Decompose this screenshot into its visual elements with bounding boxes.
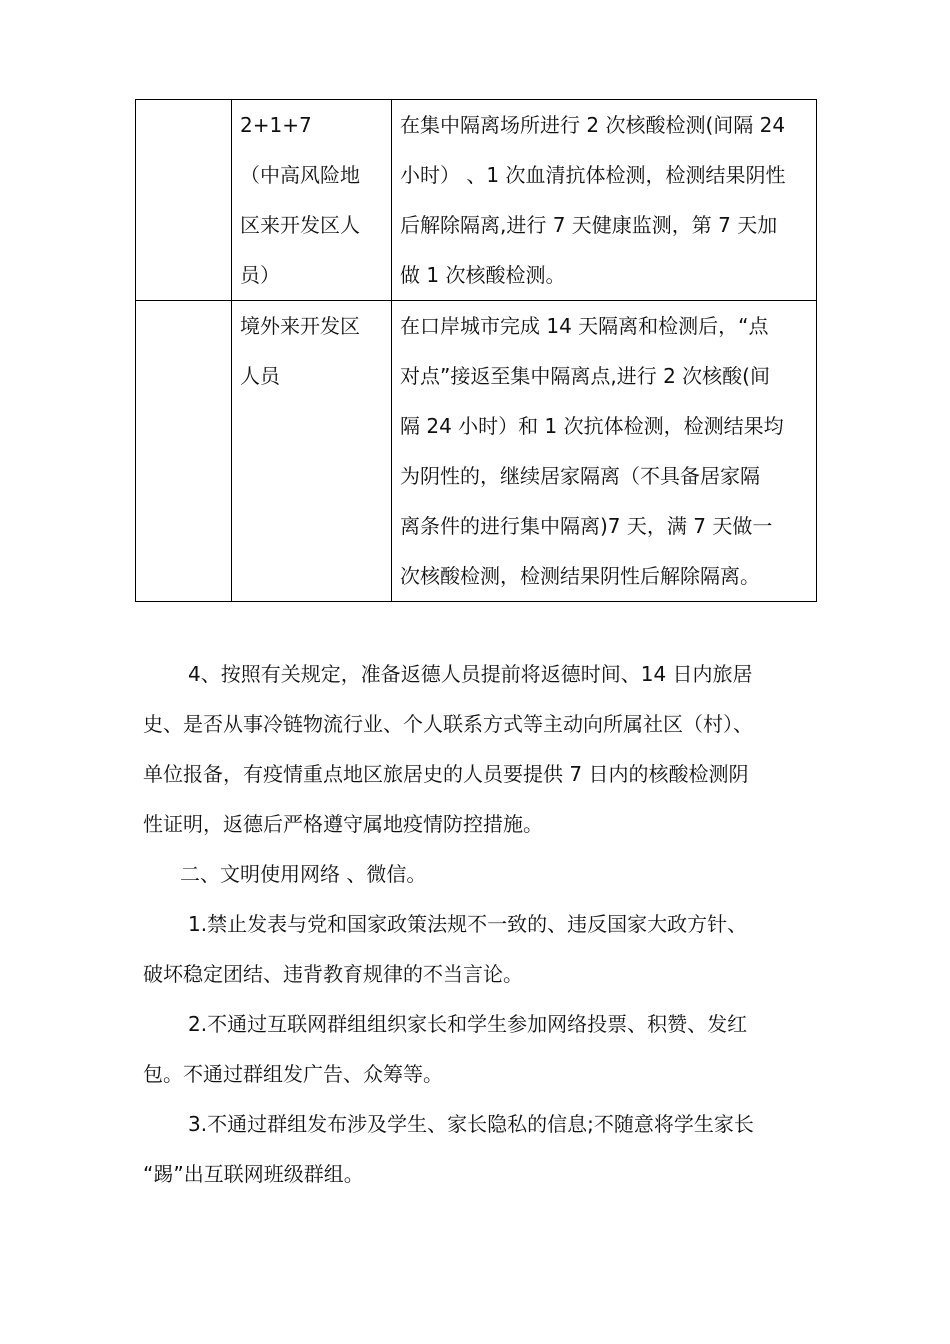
- cell-text-line: 对点”接返至集中隔离点,进行 2 次核酸(间: [400, 364, 770, 388]
- paragraph-line: 单位报备，有疫情重点地区旅居史的人员要提供 7 日内的核酸检测阴: [143, 762, 749, 786]
- cell-text-line: 小时） 、1 次血清抗体检测，检测结果阴性: [400, 163, 786, 187]
- table-cell-empty: [136, 100, 232, 301]
- table-cell-measures: [392, 100, 817, 301]
- heading-text: 二、文明使用网络 、微信。: [180, 862, 427, 886]
- cell-text-line: 做 1 次核酸检测。: [400, 263, 566, 287]
- table-cell-category: [232, 301, 392, 602]
- paragraph-line: 3.不通过群组发布涉及学生、家长隐私的信息;不随意将学生家长: [188, 1112, 754, 1136]
- cell-text-line: 次核酸检测，检测结果阴性后解除隔离。: [400, 564, 760, 588]
- cell-text-line: 境外来开发区: [240, 314, 360, 338]
- cell-text-line: 为阴性的，继续居家隔离（不具备居家隔: [400, 464, 760, 488]
- cell-text-line: 2+1+7: [240, 113, 312, 137]
- cell-text-line: 人员: [240, 364, 280, 388]
- table-cell-empty: [136, 301, 232, 602]
- item-4-paragraph: [143, 649, 823, 849]
- cell-text-line: 隔 24 小时）和 1 次抗体检测，检测结果均: [400, 414, 784, 438]
- cell-text-line: 区来开发区人: [240, 213, 360, 237]
- rule-2-paragraph: [143, 999, 823, 1099]
- cell-text-line: 员）: [240, 263, 280, 287]
- table-cell-category: [232, 100, 392, 301]
- cell-text-line: 在口岸城市完成 14 天隔离和检测后，“点: [400, 314, 769, 338]
- paragraph-line: 破坏稳定团结、违背教育规律的不当言论。: [143, 962, 523, 986]
- cell-text-line: （中高风险地: [240, 163, 360, 187]
- paragraph-line: 2.不通过互联网群组组织家长和学生参加网络投票、积赞、发红: [188, 1012, 748, 1036]
- cell-text-line: 离条件的进行集中隔离)7 天，满 7 天做一: [400, 514, 773, 538]
- paragraph-line: 4、按照有关规定，准备返德人员提前将返德时间、14 日内旅居: [188, 662, 753, 686]
- rule-1-paragraph: [143, 899, 823, 999]
- rule-3-paragraph: [143, 1099, 823, 1199]
- paragraph-line: 包。不通过群组发广告、众筹等。: [143, 1062, 443, 1086]
- cell-text-line: 在集中隔离场所进行 2 次核酸检测(间隔 24: [400, 113, 786, 137]
- section-2-heading: [143, 849, 823, 899]
- paragraph-line: 史、是否从事冷链物流行业、个人联系方式等主动向所属社区（村）、: [143, 712, 753, 736]
- quarantine-policy-table: [135, 99, 817, 602]
- paragraph-line: “踢”出互联网班级群组。: [143, 1162, 364, 1186]
- paragraph-line: 1.禁止发表与党和国家政策法规不一致的、违反国家大政方针、: [188, 912, 748, 936]
- paragraph-line: 性证明，返德后严格遵守属地疫情防控措施。: [143, 812, 543, 836]
- cell-text-line: 后解除隔离,进行 7 天健康监测，第 7 天加: [400, 213, 778, 237]
- table-cell-measures: [392, 301, 817, 602]
- table-row: [136, 100, 817, 301]
- table-row: [136, 301, 817, 602]
